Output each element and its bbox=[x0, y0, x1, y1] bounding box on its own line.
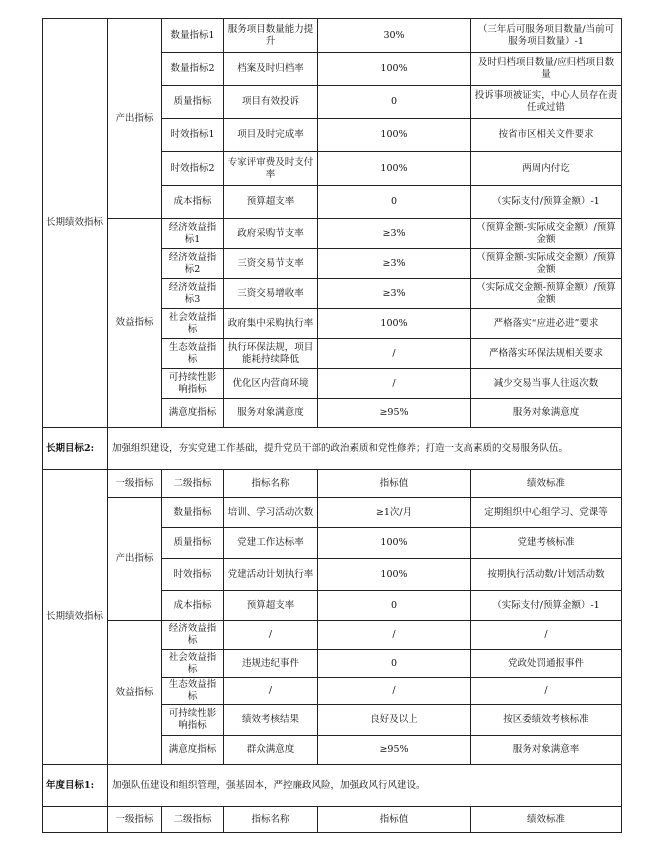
table-row bbox=[43, 498, 622, 528]
indicator-value-cell: / bbox=[318, 369, 471, 399]
level2-cell: 经济效益指标2 bbox=[162, 249, 224, 279]
level2-cell: 质量指标 bbox=[162, 86, 224, 119]
standard-cell: 两周内付讫 bbox=[471, 152, 622, 186]
standard-cell: （预算金额-实际成交金额）/预算金额 bbox=[471, 219, 622, 249]
header-value: 指标值 bbox=[318, 807, 471, 833]
indicator-value-cell: 100% bbox=[318, 152, 471, 186]
indicator-name-cell: 三资交易节支率 bbox=[224, 249, 318, 279]
standard-cell: （实际成交金额-预算金额）/预算金额 bbox=[471, 279, 622, 309]
standard-cell: 定期组织中心组学习、党课等 bbox=[471, 498, 622, 528]
level2-cell: 经济效益指标3 bbox=[162, 279, 224, 309]
header-level1: 一级指标 bbox=[108, 470, 162, 498]
indicator-value-cell: 100% bbox=[318, 53, 471, 86]
level2-cell: 社会效益指标 bbox=[162, 650, 224, 678]
level2-cell: 数量指标1 bbox=[162, 19, 224, 53]
indicator-name-cell: 项目有效投诉 bbox=[224, 86, 318, 119]
level1-cell: 效益指标 bbox=[108, 621, 162, 765]
indicator-name-cell: 党建活动计划执行率 bbox=[224, 559, 318, 591]
indicator-name-cell: / bbox=[224, 621, 318, 650]
standard-cell: 党建考核标准 bbox=[471, 528, 622, 559]
category-cell: 长期绩效指标 bbox=[43, 470, 108, 765]
level2-cell: 质量指标 bbox=[162, 528, 224, 559]
standard-cell: 投诉事项被证实，中心人员存在责任或过错 bbox=[471, 86, 622, 119]
table-row bbox=[43, 19, 622, 53]
indicator-value-cell: ≥3% bbox=[318, 279, 471, 309]
category-cell-empty bbox=[43, 807, 108, 833]
standard-cell: 减少交易当事人往返次数 bbox=[471, 369, 622, 399]
standard-cell: 按期执行活动数/计划活动数 bbox=[471, 559, 622, 591]
goal-row bbox=[43, 765, 622, 807]
level2-cell: 满意度指标 bbox=[162, 736, 224, 765]
indicator-value-cell: 30% bbox=[318, 19, 471, 53]
level2-cell: 数量指标2 bbox=[162, 53, 224, 86]
indicator-name-cell: 培训、学习活动次数 bbox=[224, 498, 318, 528]
indicator-value-cell: 100% bbox=[318, 559, 471, 591]
standard-cell: / bbox=[471, 678, 622, 705]
indicator-value-cell: ≥3% bbox=[318, 249, 471, 279]
indicator-value-cell: / bbox=[318, 678, 471, 705]
indicator-value-cell: 0 bbox=[318, 650, 471, 678]
level1-cell: 产出指标 bbox=[108, 19, 162, 219]
performance-table bbox=[42, 18, 622, 833]
standard-cell: 严格落实环保法规相关要求 bbox=[471, 339, 622, 369]
standard-cell: （实际支付/预算金额）-1 bbox=[471, 186, 622, 219]
goal-text: 加强组织建设，夯实党建工作基础，提升党员干部的政治素质和党性修养；打造一支高素质的交易服务队伍。 bbox=[108, 428, 622, 470]
indicator-name-cell: / bbox=[224, 678, 318, 705]
table-row bbox=[43, 219, 622, 249]
indicator-name-cell: 预算超支率 bbox=[224, 186, 318, 219]
indicator-name-cell: 服务对象满意度 bbox=[224, 399, 318, 428]
level2-cell: 生态效益指标 bbox=[162, 678, 224, 705]
indicator-value-cell: ≥95% bbox=[318, 736, 471, 765]
level2-cell: 成本指标 bbox=[162, 591, 224, 621]
header-level2: 二级指标 bbox=[162, 470, 224, 498]
level2-cell: 数量指标 bbox=[162, 498, 224, 528]
header-level1: 一级指标 bbox=[108, 807, 162, 833]
indicator-value-cell: / bbox=[318, 621, 471, 650]
standard-cell: 党政处罚通报事件 bbox=[471, 650, 622, 678]
indicator-name-cell: 党建工作达标率 bbox=[224, 528, 318, 559]
indicator-name-cell: 优化区内营商环境 bbox=[224, 369, 318, 399]
indicator-name-cell: 执行环保法规，项目能耗持续降低 bbox=[224, 339, 318, 369]
indicator-value-cell: 100% bbox=[318, 119, 471, 152]
standard-cell: 按省市区相关文件要求 bbox=[471, 119, 622, 152]
level2-cell: 经济效益指标 bbox=[162, 621, 224, 650]
level2-cell: 生态效益指标 bbox=[162, 339, 224, 369]
header-row bbox=[43, 807, 622, 833]
indicator-value-cell: ≥1次/月 bbox=[318, 498, 471, 528]
category-cell: 长期绩效指标 bbox=[43, 19, 108, 428]
indicator-name-cell: 绩效考核结果 bbox=[224, 705, 318, 736]
table-row bbox=[43, 621, 622, 650]
level2-cell: 时效指标1 bbox=[162, 119, 224, 152]
level2-cell: 可持续性影响指标 bbox=[162, 369, 224, 399]
level1-cell: 效益指标 bbox=[108, 219, 162, 428]
header-name: 指标名称 bbox=[224, 470, 318, 498]
indicator-value-cell: 良好及以上 bbox=[318, 705, 471, 736]
indicator-value-cell: 0 bbox=[318, 591, 471, 621]
level2-cell: 时效指标2 bbox=[162, 152, 224, 186]
indicator-name-cell: 预算超支率 bbox=[224, 591, 318, 621]
indicator-name-cell: 档案及时归档率 bbox=[224, 53, 318, 86]
standard-cell: 及时归档项目数量/应归档项目数量 bbox=[471, 53, 622, 86]
standard-cell: 按区委绩效考核标准 bbox=[471, 705, 622, 736]
goal-label: 长期目标2: bbox=[43, 428, 108, 470]
standard-cell: 严格落实“应进必进”要求 bbox=[471, 309, 622, 339]
indicator-value-cell: 100% bbox=[318, 309, 471, 339]
indicator-name-cell: 政府采购节支率 bbox=[224, 219, 318, 249]
level2-cell: 可持续性影响指标 bbox=[162, 705, 224, 736]
goal-row bbox=[43, 428, 622, 470]
indicator-name-cell: 项目及时完成率 bbox=[224, 119, 318, 152]
goal-text: 加强队伍建设和组织管理，强基固本，严控廉政风险，加强政风行风建设。 bbox=[108, 765, 622, 807]
standard-cell: 服务对象满意率 bbox=[471, 736, 622, 765]
level1-cell: 产出指标 bbox=[108, 498, 162, 621]
standard-cell: 服务对象满意度 bbox=[471, 399, 622, 428]
standard-cell: （预算金额-实际成交金额）/预算金额 bbox=[471, 249, 622, 279]
indicator-value-cell: 100% bbox=[318, 528, 471, 559]
level2-cell: 满意度指标 bbox=[162, 399, 224, 428]
indicator-name-cell: 服务项目数量能力提升 bbox=[224, 19, 318, 53]
standard-cell: （实际支付/预算金额）-1 bbox=[471, 591, 622, 621]
indicator-name-cell: 三资交易增收率 bbox=[224, 279, 318, 309]
indicator-value-cell: ≥95% bbox=[318, 399, 471, 428]
header-value: 指标值 bbox=[318, 470, 471, 498]
header-level2: 二级指标 bbox=[162, 807, 224, 833]
indicator-value-cell: 0 bbox=[318, 186, 471, 219]
goal-label: 年度目标1: bbox=[43, 765, 108, 807]
indicator-name-cell: 专家评审费及时支付率 bbox=[224, 152, 318, 186]
standard-cell: （三年后可服务项目数量/当前可服务项目数量）-1 bbox=[471, 19, 622, 53]
level2-cell: 成本指标 bbox=[162, 186, 224, 219]
level2-cell: 经济效益指标1 bbox=[162, 219, 224, 249]
indicator-value-cell: / bbox=[318, 339, 471, 369]
level2-cell: 社会效益指标 bbox=[162, 309, 224, 339]
indicator-name-cell: 群众满意度 bbox=[224, 736, 318, 765]
standard-cell: / bbox=[471, 621, 622, 650]
header-standard: 绩效标准 bbox=[471, 807, 622, 833]
header-name: 指标名称 bbox=[224, 807, 318, 833]
indicator-value-cell: 0 bbox=[318, 86, 471, 119]
header-standard: 绩效标准 bbox=[471, 470, 622, 498]
indicator-name-cell: 政府集中采购执行率 bbox=[224, 309, 318, 339]
header-row bbox=[43, 470, 622, 498]
level2-cell: 时效指标 bbox=[162, 559, 224, 591]
indicator-value-cell: ≥3% bbox=[318, 219, 471, 249]
performance-indicator-document bbox=[42, 18, 621, 833]
indicator-name-cell: 违规违纪事件 bbox=[224, 650, 318, 678]
